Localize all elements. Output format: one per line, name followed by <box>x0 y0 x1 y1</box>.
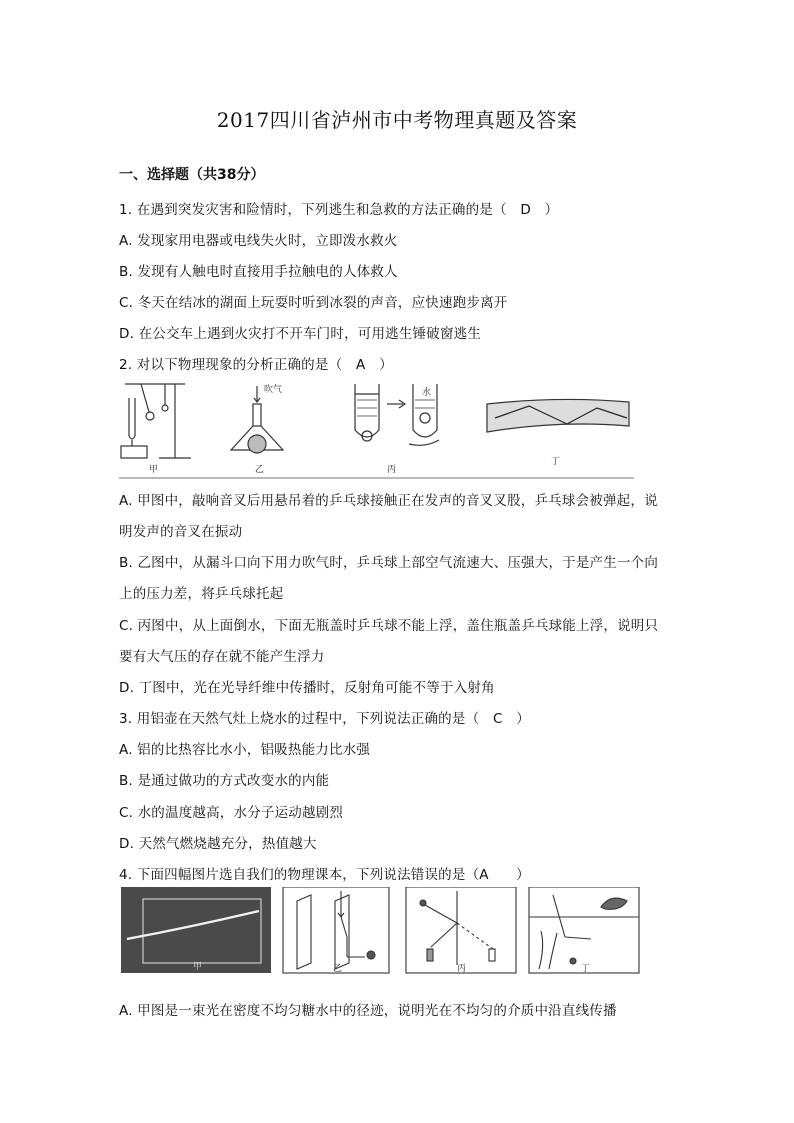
question-2-figure <box>119 378 634 480</box>
figure-label-jia-4: 甲 <box>193 962 203 972</box>
question-1-option-c: C. 冬天在结冰的湖面上玩耍时听到冰裂的声音，应快速跑步离开 <box>119 295 508 311</box>
question-1-stem: 1. 在遇到突发灾害和险情时，下列逃生和急救的方法正确的是（ D ） <box>119 202 559 218</box>
question-2-option-b-line-1: B. 乙图中，从漏斗口向下用力吹气时，乒乓球上部空气流速大、压强大，于是产生一个向 <box>119 555 659 571</box>
question-2-option-c-line-1: C. 丙图中，从上面倒水，下面无瓶盖时乒乓球不能上浮，盖住瓶盖乒乓球能上浮，说明只 <box>119 618 659 634</box>
question-2-option-c-line-2: 要有大气压的存在就不能产生浮力 <box>119 649 325 665</box>
question-3-option-c: C. 水的温度越高，水分子运动越剧烈 <box>119 805 344 821</box>
figure-water-label: 水 <box>422 388 432 398</box>
question-4-figure <box>121 887 641 977</box>
figure-yi-funnel <box>231 386 283 453</box>
figure-label-ding-4: 丁 <box>581 964 591 974</box>
question-3-option-d: D. 天然气燃烧越充分，热值越大 <box>119 836 317 852</box>
question-1-option-b: B. 发现有人触电时直接用手拉触电的人体救人 <box>119 264 398 280</box>
figure-label-bing-4: 丙 <box>457 964 467 974</box>
question-1-option-a: A. 发现家用电器或电线失火时，立即泼水救火 <box>119 233 398 249</box>
figure-ding-fish-tank <box>529 887 639 973</box>
question-2-option-d: D. 丁图中，光在光导纤维中传播时，反射角可能不等于入射角 <box>119 680 495 696</box>
figure-jia-tuning-fork <box>121 384 191 458</box>
page-title: 2017四川省泸州市中考物理真题及答案 <box>216 108 578 132</box>
figure-label-yi-4: 乙 <box>333 964 343 974</box>
figure-jia-sugar-water <box>121 887 271 973</box>
figure-yi-glass-blocks <box>283 887 389 973</box>
figure-label-jia: 甲 <box>149 465 159 475</box>
figure-ding-optical-fiber <box>487 399 629 432</box>
figure-label-ding: 丁 <box>551 457 561 467</box>
question-4-option-a: A. 甲图是一束光在密度不均匀糖水中的径迹，说明光在不均匀的介质中沿直线传播 <box>119 1003 617 1019</box>
figure-bing-mirror <box>406 887 516 973</box>
question-1-option-d: D. 在公交车上遇到火灾打不开车门时，可用逃生锤破窗逃生 <box>119 326 482 342</box>
question-2-stem: 2. 对以下物理现象的分析正确的是（ A ） <box>119 357 393 373</box>
question-4-stem: 4. 下面四幅图片选自我们的物理课本，下列说法错误的是（A ） <box>119 867 530 883</box>
question-3-option-b: B. 是通过做功的方式改变水的内能 <box>119 773 330 789</box>
question-3-stem: 3. 用铝壶在天然气灶上烧水的过程中，下列说法正确的是（ C ） <box>119 711 530 727</box>
question-2-option-a-line-1: A. 甲图中，敲响音叉后用悬吊着的乒乓球接触正在发声的音叉叉股，乒乓球会被弹起，说 <box>119 493 658 509</box>
figure-blow-label: 吹气 <box>264 385 283 395</box>
question-2-option-b-line-2: 上的压力差，将乒乓球托起 <box>119 586 284 602</box>
figure-label-yi: 乙 <box>255 465 265 475</box>
question-3-option-a: A. 铝的比热容比水小，铝吸热能力比水强 <box>119 742 371 758</box>
figure-label-bing: 丙 <box>387 465 397 475</box>
section-heading: 一、选择题（共38分） <box>119 167 265 183</box>
question-2-option-a-line-2: 明发声的音叉在振动 <box>119 524 243 540</box>
